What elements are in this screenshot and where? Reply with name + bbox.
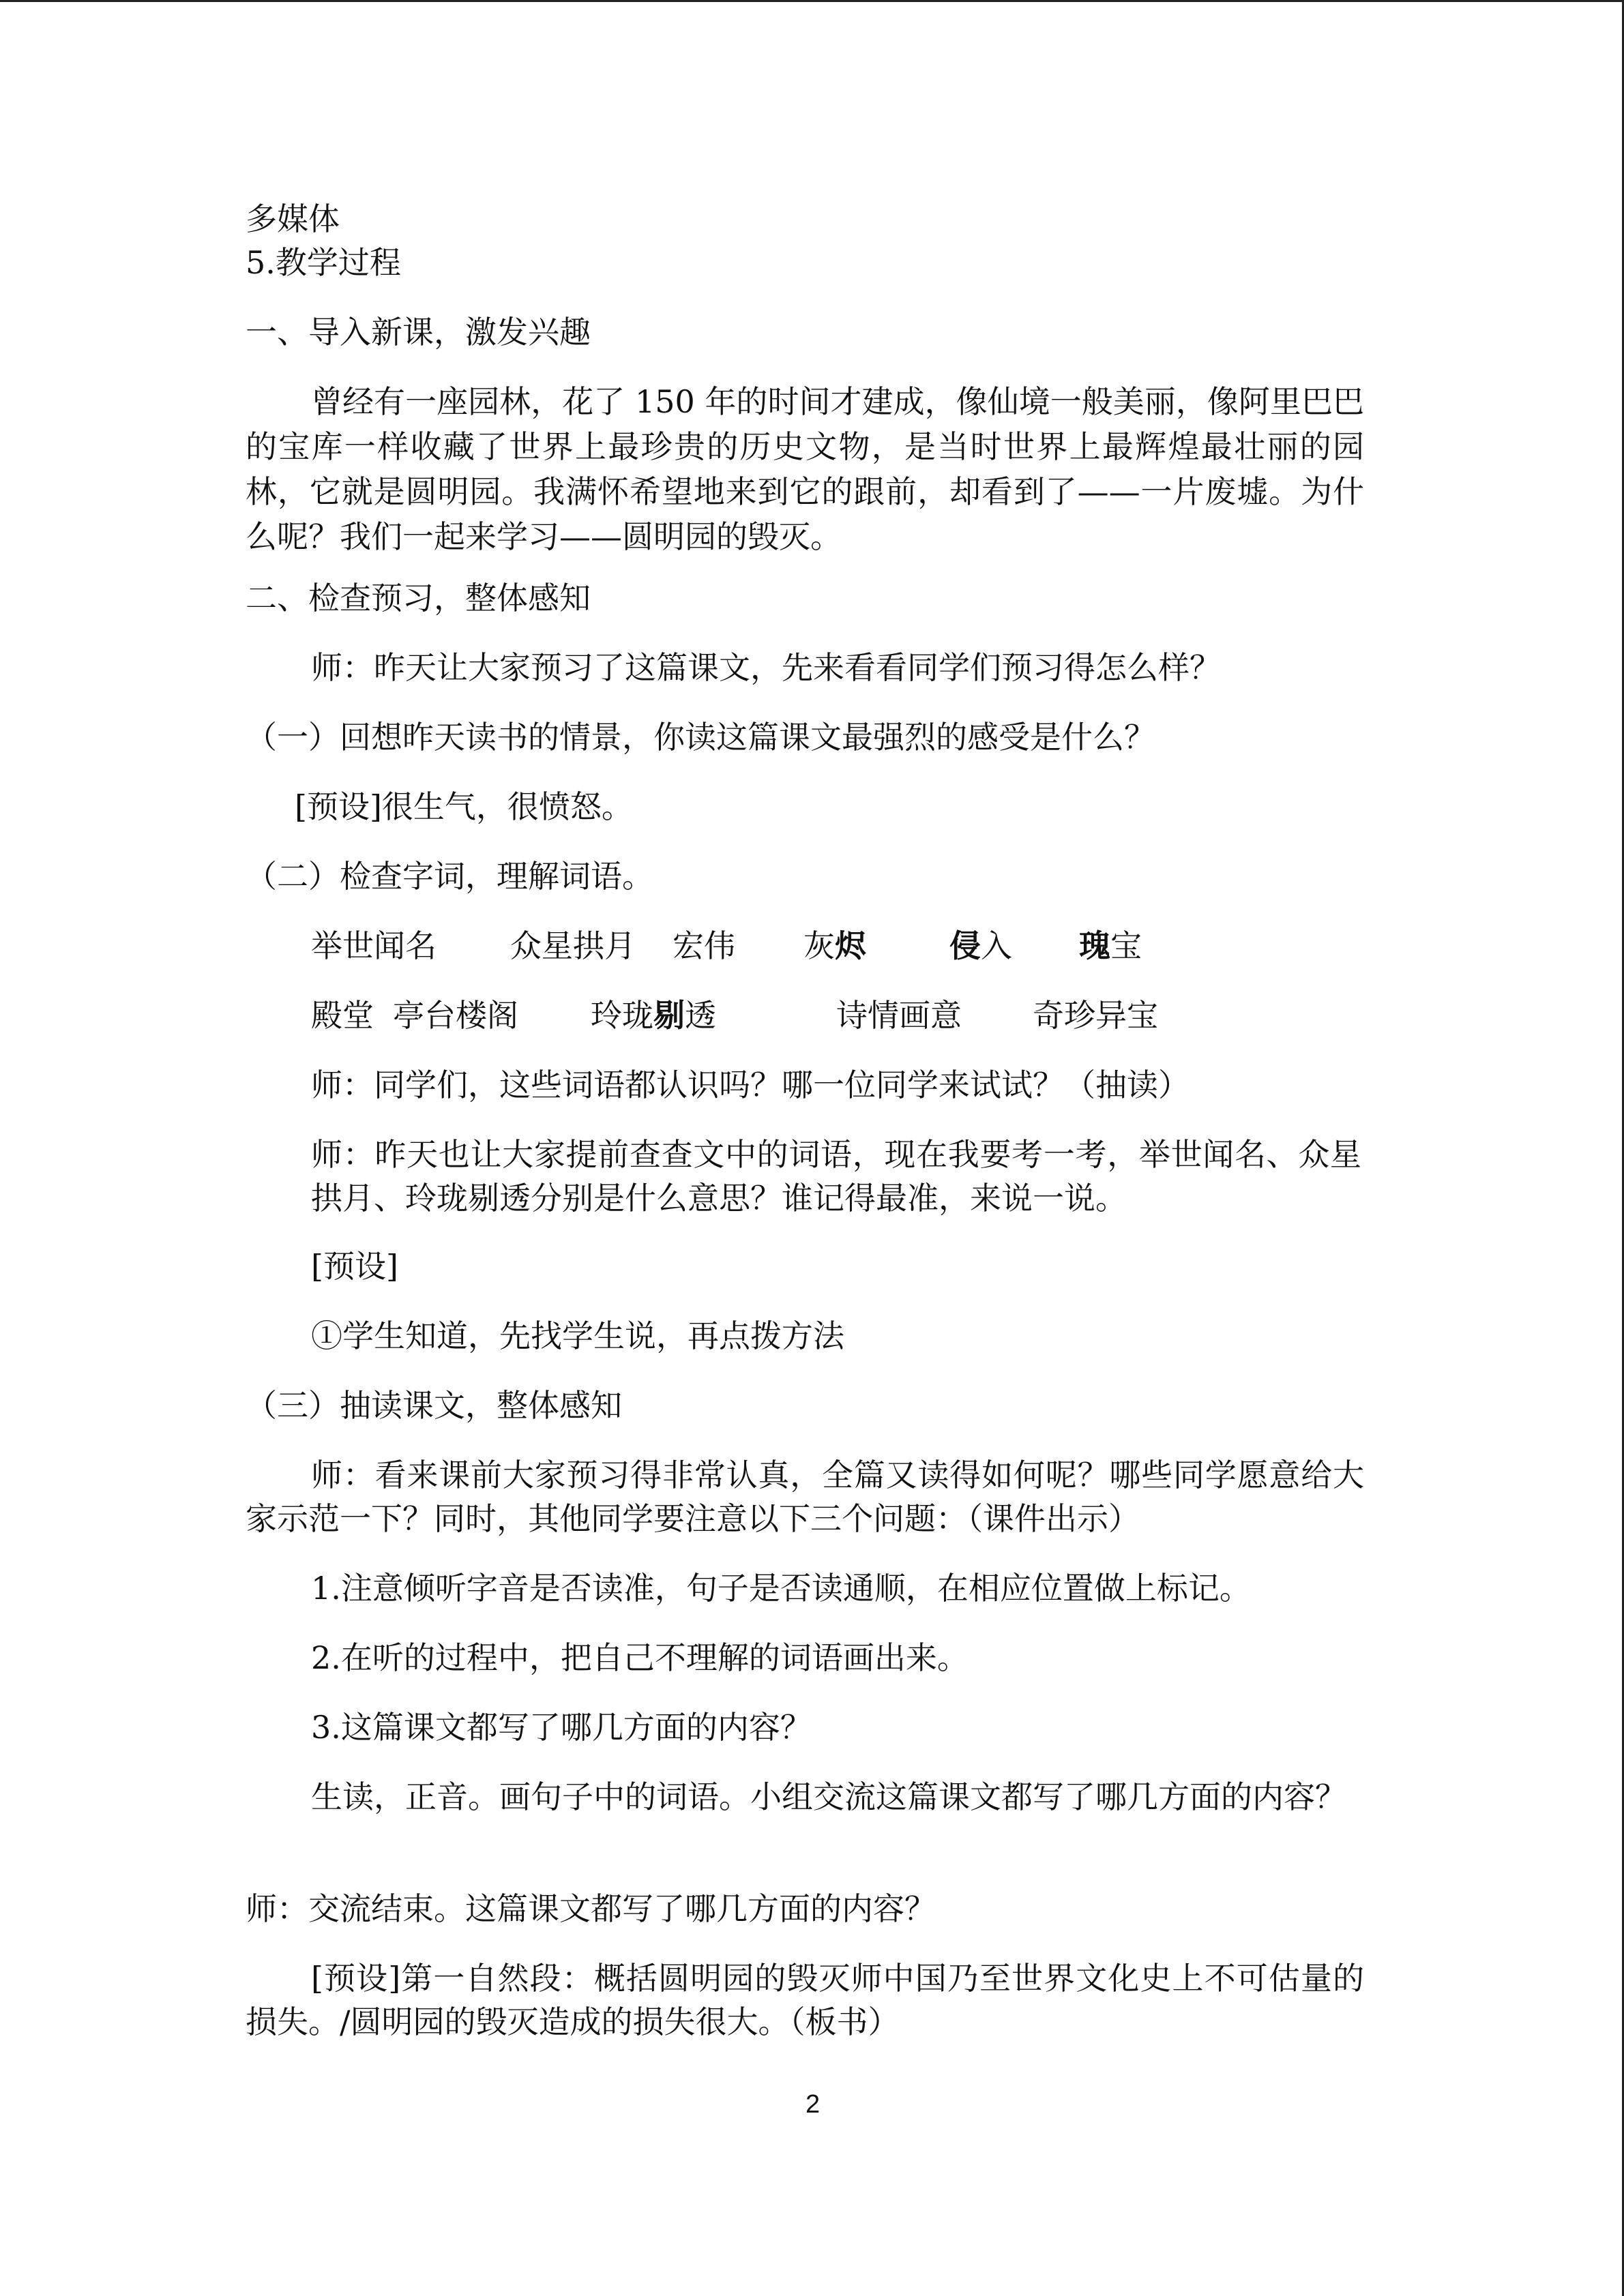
vocab-word: 众星拱月 xyxy=(510,927,636,964)
vocab-word: 灰烬 xyxy=(803,927,866,964)
vocab-word: 瑰宝 xyxy=(1079,927,1142,964)
preset-2: [预设] xyxy=(311,1248,398,1285)
vocab-word: 奇珍异宝 xyxy=(1033,997,1158,1034)
section-heading-2: 二、检查预习，整体感知 xyxy=(246,580,591,616)
subsection-2: （二）检查字词，理解词语。 xyxy=(246,858,653,895)
preset-3: [预设]第一自然段：概括圆明园的毁灭师中国乃至世界文化史上不可估量的损失。/圆明园的毁灭造成的损失很大。（板书） xyxy=(246,1960,1364,2040)
page-number: 2 xyxy=(806,2090,821,2119)
question-3: 3.这篇课文都写了哪几方面的内容？ xyxy=(311,1709,812,1746)
preset-1: [预设]很生气，很愤怒。 xyxy=(295,788,633,825)
subsection-1: （一）回想昨天读书的情景，你读这篇课文最强烈的感受是什么？ xyxy=(246,719,1155,756)
line-multimedia: 多媒体 xyxy=(246,200,340,237)
preset-2-item: ①学生知道，先找学生说，再点拨方法 xyxy=(311,1317,844,1354)
vocab-word: 侵入 xyxy=(949,927,1012,964)
vocab-word: 殿堂 xyxy=(311,997,374,1034)
teacher-line-1: 师：昨天让大家预习了这篇课文，先来看看同学们预习得怎么样？ xyxy=(311,649,1221,686)
line-teaching-process: 5.教学过程 xyxy=(246,244,401,281)
teacher-line-5: 师：交流结束。这篇课文都写了哪几方面的内容？ xyxy=(246,1890,936,1927)
teacher-line-3: 师：昨天也让大家提前查查文中的词语，现在我要考一考，举世闻名、众星拱月、玲珑剔透分别是什么意思？谁记得最准，来说一说。 xyxy=(311,1136,1361,1217)
teacher-line-2: 师：同学们，这些词语都认识吗？哪一位同学来试试？（抽读） xyxy=(311,1067,1190,1103)
question-1: 1.注意倾听字音是否读准，句子是否读通顺，在相应位置做上标记。 xyxy=(311,1570,1251,1607)
vocab-word: 诗情画意 xyxy=(836,997,962,1034)
vocab-word: 举世闻名 xyxy=(311,927,437,964)
question-2: 2.在听的过程中，把自己不理解的词语画出来。 xyxy=(311,1639,969,1676)
vocab-word: 宏伟 xyxy=(673,927,735,964)
vocab-word: 玲珑剔透 xyxy=(591,997,716,1034)
vocab-word: 亭台楼阁 xyxy=(393,997,518,1034)
intro-paragraph: 曾经有一座园林，花了 150 年的时间才建成，像仙境一般美丽，像阿里巴巴的宝库一样收藏了世界上最珍贵的历史文物，是当时世界上最辉煌最壮丽的园林，它就是圆明园。我满怀希望地来到它的跟前，却看到了——一片废墟。为什么呢？我们一起来学习——圆明园的毁灭。 xyxy=(246,383,1364,555)
student-line-1: 生读，正音。画句子中的词语。小组交流这篇课文都写了哪几方面的内容？ xyxy=(311,1778,1346,1815)
subsection-3: （三）抽读课文，整体感知 xyxy=(246,1387,622,1424)
teacher-line-4: 师：看来课前大家预习得非常认真，全篇又读得如何呢？哪些同学愿意给大家示范一下？同时，其他同学要注意以下三个问题：（课件出示） xyxy=(246,1457,1364,1537)
section-heading-1: 一、导入新课，激发兴趣 xyxy=(246,314,591,351)
